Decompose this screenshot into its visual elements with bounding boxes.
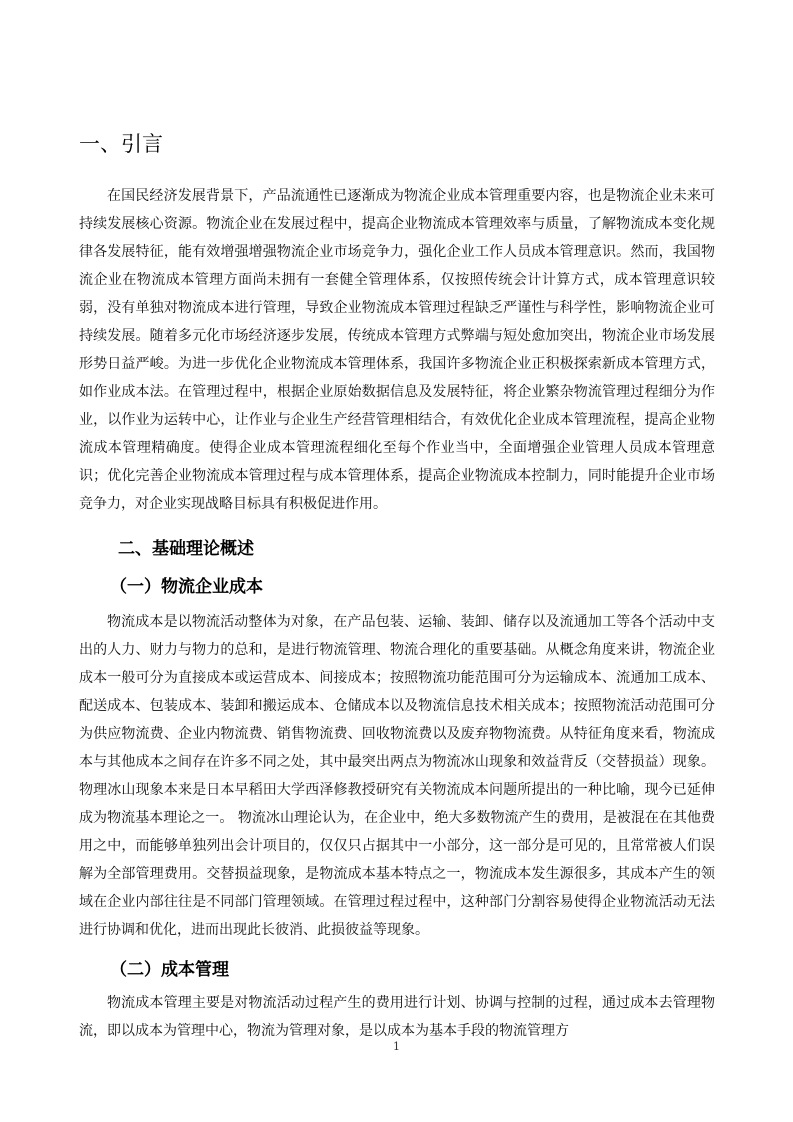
page-number: 1: [393, 1040, 400, 1053]
subsection-heading-logistics-cost: （一）物流企业成本: [110, 577, 263, 597]
cost-management-paragraph: 物流成本管理主要是对物流活动过程产生的费用进行计划、协调与控制的过程，通过成本去管理物流，即以成本为管理中心，物流为管理对象，是以成本为基本手段的物流管理方: [79, 995, 715, 1039]
logistics-cost-paragraph: 物流成本是以物流活动整体为对象，在产品包装、运输、装卸、储存以及流通加工等各个活动中支出的人力、财力与物力的总和，是进行物流管理、物流合理化的重要基础。从概念角度来讲，物流企业成本一般可分为直接成本或运营成本、间接成本；按照物流功能范围可分为运输成本、流通加工成本、配送成本、包装成本、装卸和搬运成本、仓储成本以及物流信息技术相关成本；按照物流活动范围可分为供应物流费、企业内物流费、销售物流费、回收物流费以及废弃物物流费。从特征角度来看，物流成本与其他成本之间存在许多不同之处，其中最突出两点为物流冰山现象和效益背反（交替损益）现象。物理冰山现象本来是日本早稻田大学西泽修教授研究有关物流成本问题所提出的一种比喻，现今已延伸成为物流基本理论之一。 物流冰山理论认为，在企业中，绝大多数物流产生的费用，是被混在在其他费用之中，而能够单独列出会计项目的，仅仅只占据其中一小部分，这一部分是可见的，且常常被人们误解为全部管理费用。交替损益现象，是物流成本基本特点之一，物流成本发生源很多，其成本产生的领域在企业内部往往是不同部门管理领域。在管理过程过程中，这种部门分割容易使得企业物流活动无法进行协调和优化，进而出现此长彼消、此损彼益等现象。: [79, 614, 715, 938]
section-heading-introduction: 一、引言: [79, 132, 163, 156]
section-heading-theory: 二、基础理论概述: [118, 539, 254, 559]
introduction-paragraph: 在国民经济发展背景下，产品流通性已逐渐成为物流企业成本管理重要内容，也是物流企业未来可持续发展核心资源。物流企业在发展过程中，提高企业物流成本管理效率与质量，了解物流成本变化规律各发展特征，能有效增强增强物流企业市场竞争力，强化企业工作人员成本管理意识。然而，我国物流企业在物流成本管理方面尚未拥有一套健全管理体系，仅按照传统会计计算方式，成本管理意识较弱，没有单独对物流成本进行管理，导致企业物流成本管理过程缺乏严谨性与科学性，影响物流企业可持续发展。随着多元化市场经济逐步发展，传统成本管理方式弊端与短处愈加突出，物流企业市场发展形势日益严峻。为进一步优化企业物流成本管理体系，我国许多物流企业正积极探索新成本管理方式，如作业成本法。在管理过程中，根据企业原始数据信息及发展特征，将企业繁杂物流管理过程细分为作业，以作业为运转中心，让作业与企业生产经营管理相结合，有效优化企业成本管理流程，提高企业物流成本管理精确度。使得企业成本管理流程细化至每个作业当中，全面增强企业管理人员成本管理意识；优化完善企业物流成本管理过程与成本管理体系，提高企业物流成本控制力，同时能提升企业市场竞争力，对企业实现战略目标具有积极促进作用。: [79, 188, 715, 512]
subsection-heading-cost-management: （二）成本管理: [110, 960, 229, 980]
